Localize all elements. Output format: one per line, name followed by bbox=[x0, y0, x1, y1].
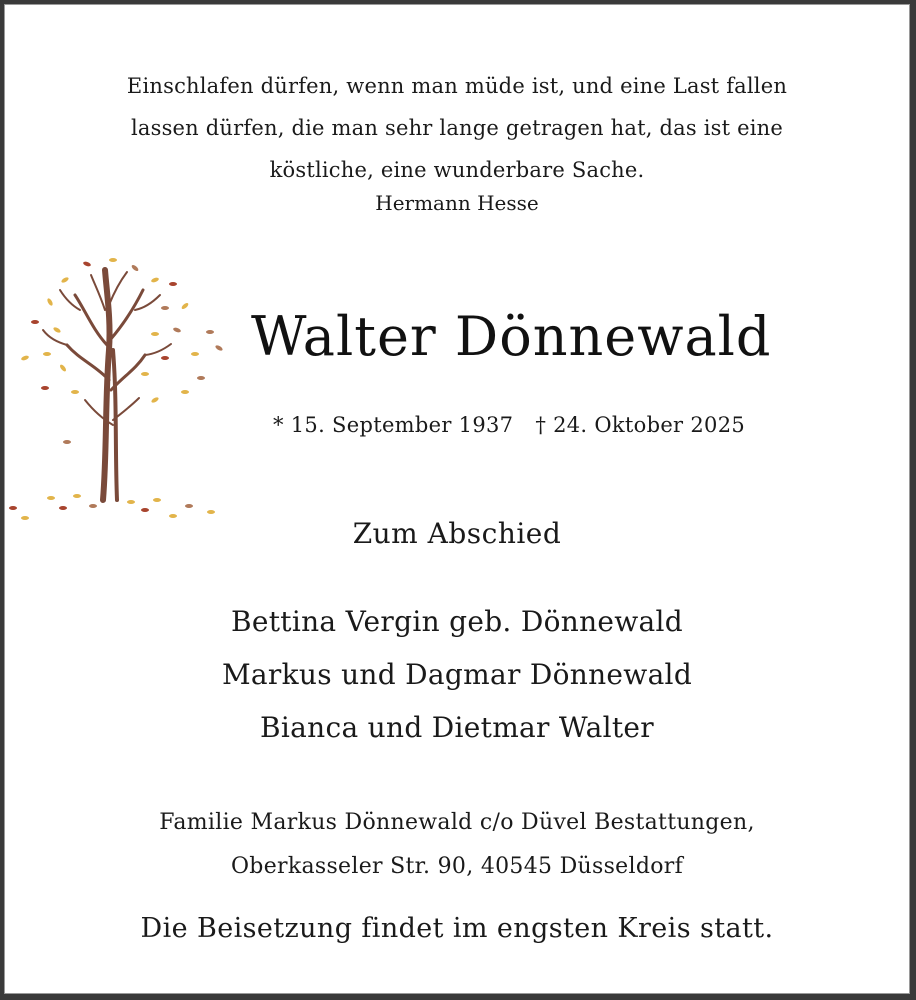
birth-date: * 15. September 1937 bbox=[273, 413, 514, 437]
deceased-name: Walter Dönnewald bbox=[251, 305, 772, 368]
address-line-2: Oberkasseler Str. 90, 40545 Düsseldorf bbox=[230, 854, 684, 879]
life-dates bbox=[273, 413, 767, 437]
autumn-tree-icon bbox=[5, 250, 235, 530]
farewell-heading: Zum Abschied bbox=[352, 517, 562, 550]
mourner-name: Bettina Vergin geb. Dönnewald bbox=[230, 605, 684, 638]
address-line-1: Familie Markus Dönnewald c/o Düvel Bestattungen, bbox=[159, 810, 755, 835]
mourner-name: Bianca und Dietmar Walter bbox=[260, 711, 654, 744]
obituary-card bbox=[4, 4, 910, 994]
quote-line-2: lassen dürfen, die man sehr lange getragen hat, das ist eine bbox=[130, 116, 784, 140]
mourner-name: Markus und Dagmar Dönnewald bbox=[221, 658, 693, 691]
mourners-list bbox=[5, 595, 909, 754]
burial-note: Die Beisetzung findet im engsten Kreis statt. bbox=[140, 913, 774, 944]
quote-author: Hermann Hesse bbox=[375, 191, 539, 215]
quote-line-1: Einschlafen dürfen, wenn man müde ist, und eine Last fallen bbox=[126, 74, 788, 98]
quote bbox=[5, 65, 909, 191]
contact-address bbox=[5, 801, 909, 889]
quote-line-3: köstliche, eine wunderbare Sache. bbox=[269, 158, 645, 182]
death-date: † 24. Oktober 2025 bbox=[535, 413, 746, 437]
